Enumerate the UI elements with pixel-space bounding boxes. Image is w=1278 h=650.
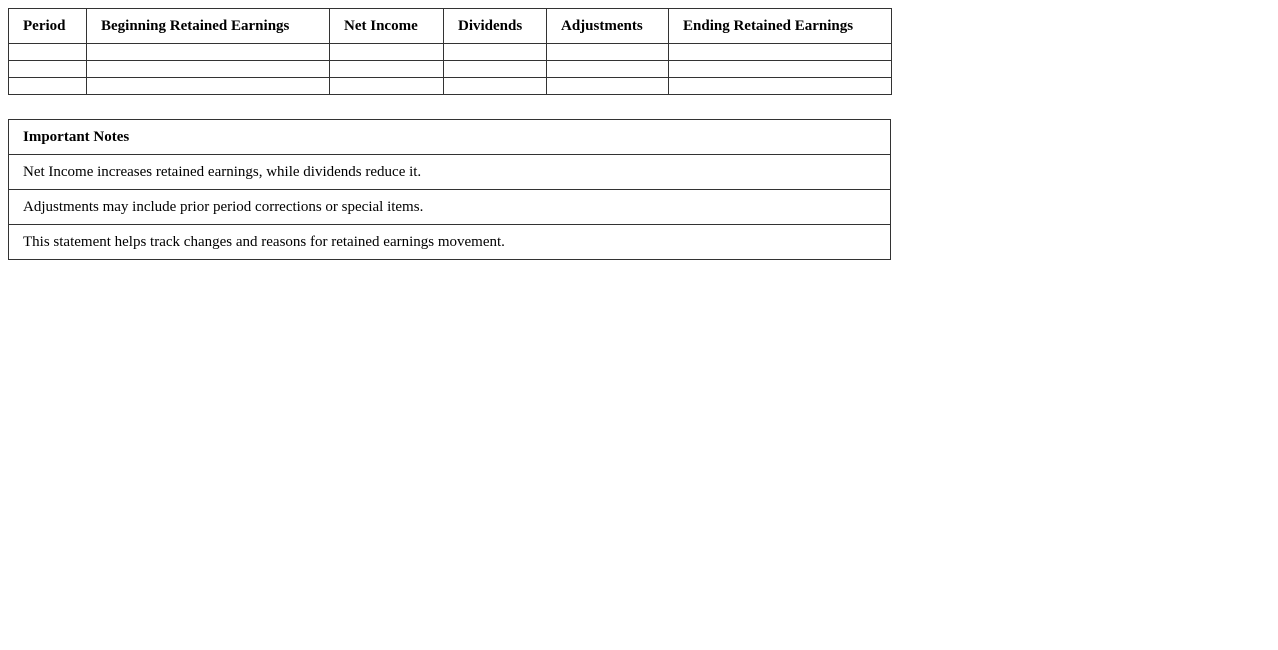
table-cell bbox=[444, 44, 547, 61]
table-cell bbox=[669, 61, 892, 78]
table-row bbox=[9, 61, 892, 78]
note-text: Adjustments may include prior period corrections or special items. bbox=[9, 190, 891, 225]
table-cell bbox=[87, 61, 330, 78]
table-header-row bbox=[9, 9, 892, 44]
table-cell bbox=[330, 61, 444, 78]
column-header-net-income: Net Income bbox=[330, 9, 444, 44]
table-cell bbox=[444, 78, 547, 95]
column-header-period: Period bbox=[9, 9, 87, 44]
note-row bbox=[9, 225, 891, 260]
note-text: This statement helps track changes and reasons for retained earnings movement. bbox=[9, 225, 891, 260]
table-cell bbox=[547, 61, 669, 78]
table-cell bbox=[9, 44, 87, 61]
table-cell bbox=[87, 44, 330, 61]
note-row bbox=[9, 190, 891, 225]
column-header-beginning-retained-earnings: Beginning Retained Earnings bbox=[87, 9, 330, 44]
note-row bbox=[9, 155, 891, 190]
table-cell bbox=[9, 78, 87, 95]
column-header-ending-retained-earnings: Ending Retained Earnings bbox=[669, 9, 892, 44]
column-header-dividends: Dividends bbox=[444, 9, 547, 44]
table-cell bbox=[669, 78, 892, 95]
table-cell bbox=[87, 78, 330, 95]
notes-title: Important Notes bbox=[9, 120, 891, 155]
table-cell bbox=[9, 61, 87, 78]
table-cell bbox=[547, 44, 669, 61]
table-cell bbox=[669, 44, 892, 61]
table-cell bbox=[330, 44, 444, 61]
retained-earnings-table bbox=[8, 8, 892, 95]
notes-header-row bbox=[9, 120, 891, 155]
table-cell bbox=[330, 78, 444, 95]
table-cell bbox=[547, 78, 669, 95]
table-cell bbox=[444, 61, 547, 78]
column-header-adjustments: Adjustments bbox=[547, 9, 669, 44]
table-row bbox=[9, 78, 892, 95]
important-notes-table bbox=[8, 119, 891, 260]
note-text: Net Income increases retained earnings, while dividends reduce it. bbox=[9, 155, 891, 190]
table-row bbox=[9, 44, 892, 61]
